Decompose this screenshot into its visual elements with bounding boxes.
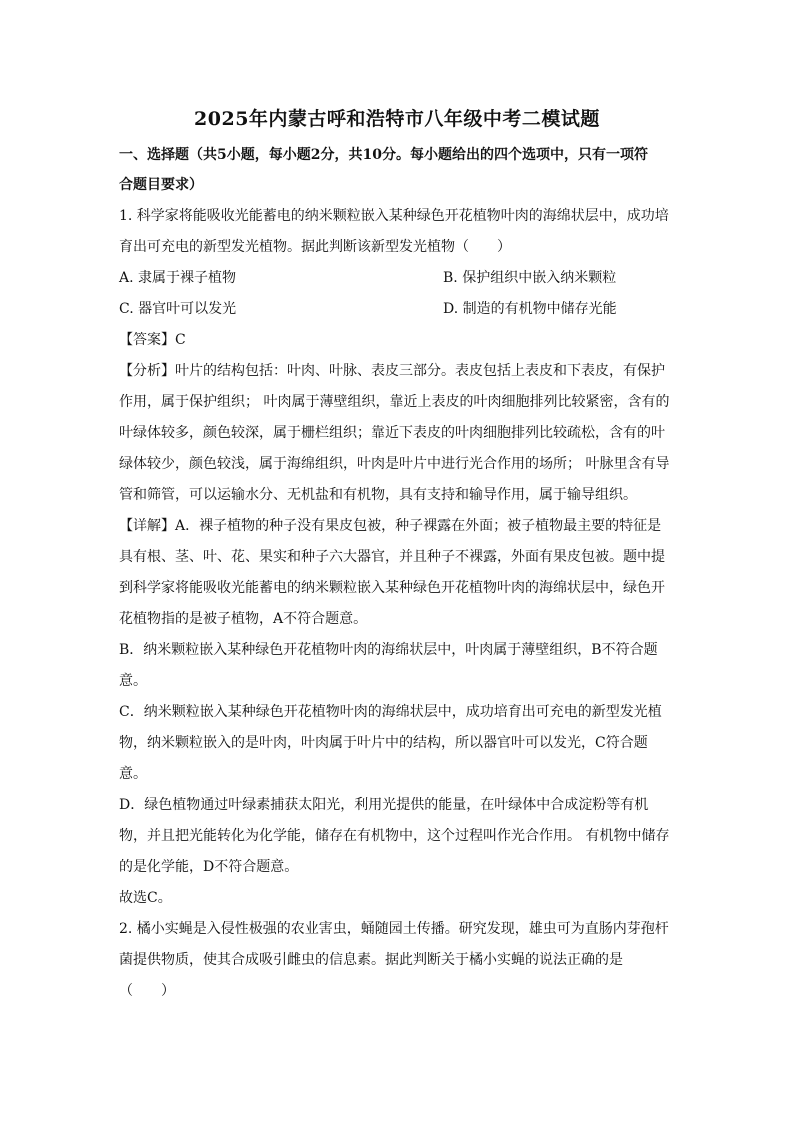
question-2-stem-line-1: 2. 橘小实蝇是入侵性极强的农业害虫，蛹随园土传播。研究发现，雄虫可为直肠内芽孢杆: [119, 921, 669, 937]
detail-line: B．纳米颗粒嵌入某种绿色开花植物叶肉的海绵状层中，叶肉属于薄壁组织，B不符合题: [119, 642, 658, 658]
question-2-stem-line-2: 菌提供物质，使其合成吸引雌虫的信息素。据此判断关于橘小实蝇的说法正确的是: [119, 952, 623, 968]
analysis-line: 绿体较少，颜色较浅，属于海绵组织，叶肉是叶片中进行光合作用的场所； 叶脉里含有导: [119, 456, 670, 472]
detail-line: 具有根、茎、叶、花、果实和种子六大器官，并且种子不裸露，外面有果皮包被。题中提: [119, 549, 665, 565]
detail-line: 物，并且把光能转化为化学能，储存在有机物中，这个过程叫作光合作用。 有机物中储存: [119, 828, 670, 844]
detail-line: 的是化学能，D不符合题意。: [119, 859, 299, 875]
analysis-line: 【分析】叶片的结构包括：叶肉、叶脉、表皮三部分。表皮包括上表皮和下表皮，有保护: [119, 363, 665, 379]
section-heading-line-2: 合题目要求）: [119, 177, 203, 193]
detail-line: 花植物指的是被子植物，A不符合题意。: [119, 611, 368, 627]
detail-line: 意。: [119, 766, 147, 782]
detail-line: 意。: [119, 673, 147, 689]
question-1-option-d: D. 制造的有机物中储存光能: [443, 301, 617, 317]
question-1-answer: 【答案】C: [119, 332, 186, 348]
detail-line: D．绿色植物通过叶绿素捕获太阳光，利用光提供的能量，在叶绿体中合成淀粉等有机: [119, 797, 649, 813]
section-heading-line-1: 一、选择题（共5小题，每小题2分，共10分。每小题给出的四个选项中，只有一项符: [119, 147, 648, 163]
detail-line: 到科学家将能吸收光能蓄电的纳米颗粒嵌入某种绿色开花植物叶肉的海绵状层中，绿色开: [119, 580, 665, 596]
question-1-option-b: B. 保护组织中嵌入纳米颗粒: [443, 270, 617, 286]
detail-line: 【详解】A．裸子植物的种子没有果皮包被，种子裸露在外面；被子植物最主要的特征是: [119, 518, 662, 534]
analysis-line: 管和筛管，可以运输水分、无机盐和有机物，具有支持和输导作用，属于输导组织。: [119, 487, 637, 503]
page-title: 2025年内蒙古呼和浩特市八年级中考二模试题: [194, 108, 600, 130]
detail-line: C．纳米颗粒嵌入某种绿色开花植物叶肉的海绵状层中，成功培育出可充电的新型发光植: [119, 704, 662, 720]
analysis-line: 作用，属于保护组织； 叶肉属于薄壁组织，靠近上表皮的叶肉细胞排列比较紧密，含有的: [119, 394, 670, 410]
question-1-option-c: C. 器官叶可以发光: [119, 301, 237, 317]
question-1-option-a: A. 隶属于裸子植物: [119, 270, 237, 286]
question-1-stem-line-1: 1. 科学家将能吸收光能蓄电的纳米颗粒嵌入某种绿色开花植物叶肉的海绵状层中，成功培: [119, 208, 669, 224]
question-1-stem-line-2: 育出可充电的新型发光植物。据此判断该新型发光植物（ ）: [119, 239, 511, 255]
question-2-stem-line-3: （ ）: [119, 983, 175, 999]
analysis-line: 叶绿体较多，颜色较深，属于栅栏组织；靠近下表皮的叶肉细胞排列比较疏松，含有的叶: [119, 425, 665, 441]
detail-line: 物，纳米颗粒嵌入的是叶肉，叶肉属于叶片中的结构，所以器官叶可以发光，C符合题: [119, 735, 648, 751]
question-1-conclusion: 故选C。: [119, 890, 172, 906]
